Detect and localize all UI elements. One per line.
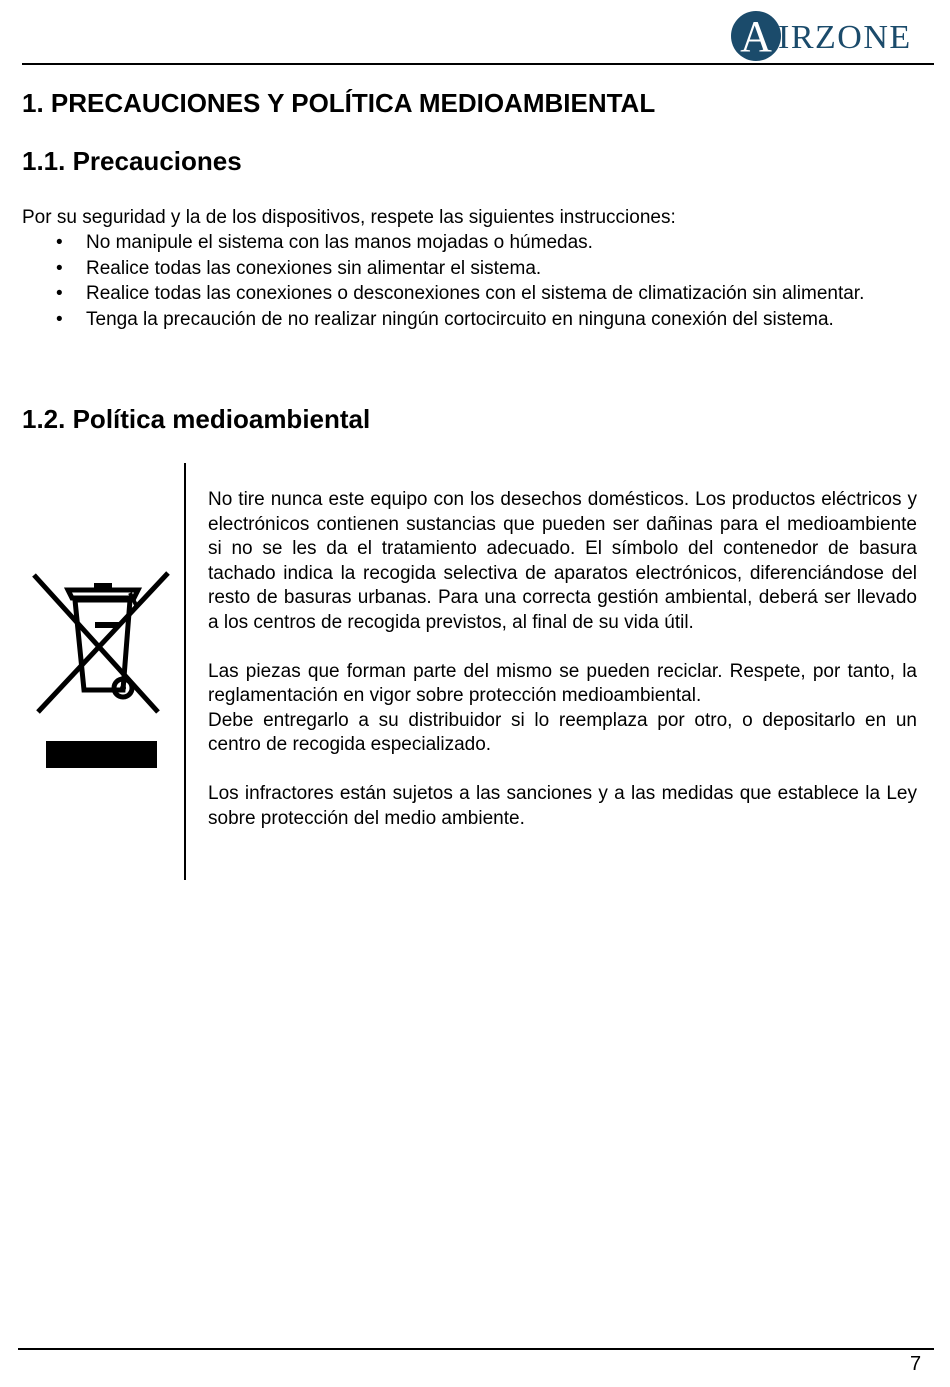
environment-paragraph: No tire nunca este equipo con los desechos domésticos. Los productos eléctricos y electrónicos contienen sustancias que pueden ser dañinas para el medioambiente si no se les da el tratamiento adecuado. El símbolo del contenedor de basura tachado indica la recogida selectiva de aparatos electrónicos, diferenciándose del resto de basuras urbanas. Para una correcta gestión ambiental, deberá ser llevado a los centros de recogida previstos, al final de su vida útil. [208,489,917,633]
footer-divider [18,1348,934,1350]
logo-mark: A [731,11,781,61]
list-item [22,230,928,256]
list-item-text: Tenga la precaución de no realizar ningún cortocircuito en ninguna conexión del sistema. [86,309,834,331]
airzone-logo [731,8,931,64]
precautions-intro: Por su seguridad y la de los dispositivos, respete las siguientes instrucciones: [22,207,676,228]
environment-paragraph: Los infractores están sujetos a las sanciones y a las medidas que establece la Ley sobre protección del medio ambiente. [208,783,917,829]
precautions-list [22,230,928,333]
page-title: 1. PRECAUCIONES Y POLÍTICA MEDIOAMBIENTAL [22,88,656,118]
list-item-text: Realice todas las conexiones sin alimentar el sistema. [86,257,542,279]
header-divider [22,63,934,65]
logo-wordmark: IRZONE [778,19,912,56]
environment-paragraph: Debe entregarlo a su distribuidor si lo reemplaza por otro, o depositarlo en un centro de recogida especializado. [208,709,917,755]
page-number: 7 [910,1353,922,1375]
environment-paragraph: Las piezas que forman parte del mismo se pueden reciclar. Respete, por tanto, la reglamentación en vigor sobre protección medioambiental. [208,660,917,706]
bullet-icon: • [56,257,63,279]
list-item [22,281,928,307]
environment-text [208,488,917,831]
section-precautions-title: 1.1. Precauciones [22,146,242,176]
section-environment-title: 1.2. Política medioambiental [22,404,371,434]
column-divider [184,463,186,880]
list-item-text: Realice todas las conexiones o desconexiones con el sistema de climatización sin alimentar. [86,283,865,305]
list-item [22,256,928,282]
bullet-icon: • [56,309,63,331]
bullet-icon: • [56,283,63,305]
crossed-out-wheelie-bin-icon [30,565,175,775]
list-item [22,307,928,333]
list-item-text: No manipule el sistema con las manos mojadas o húmedas. [86,232,593,253]
bullet-icon: • [56,232,63,253]
